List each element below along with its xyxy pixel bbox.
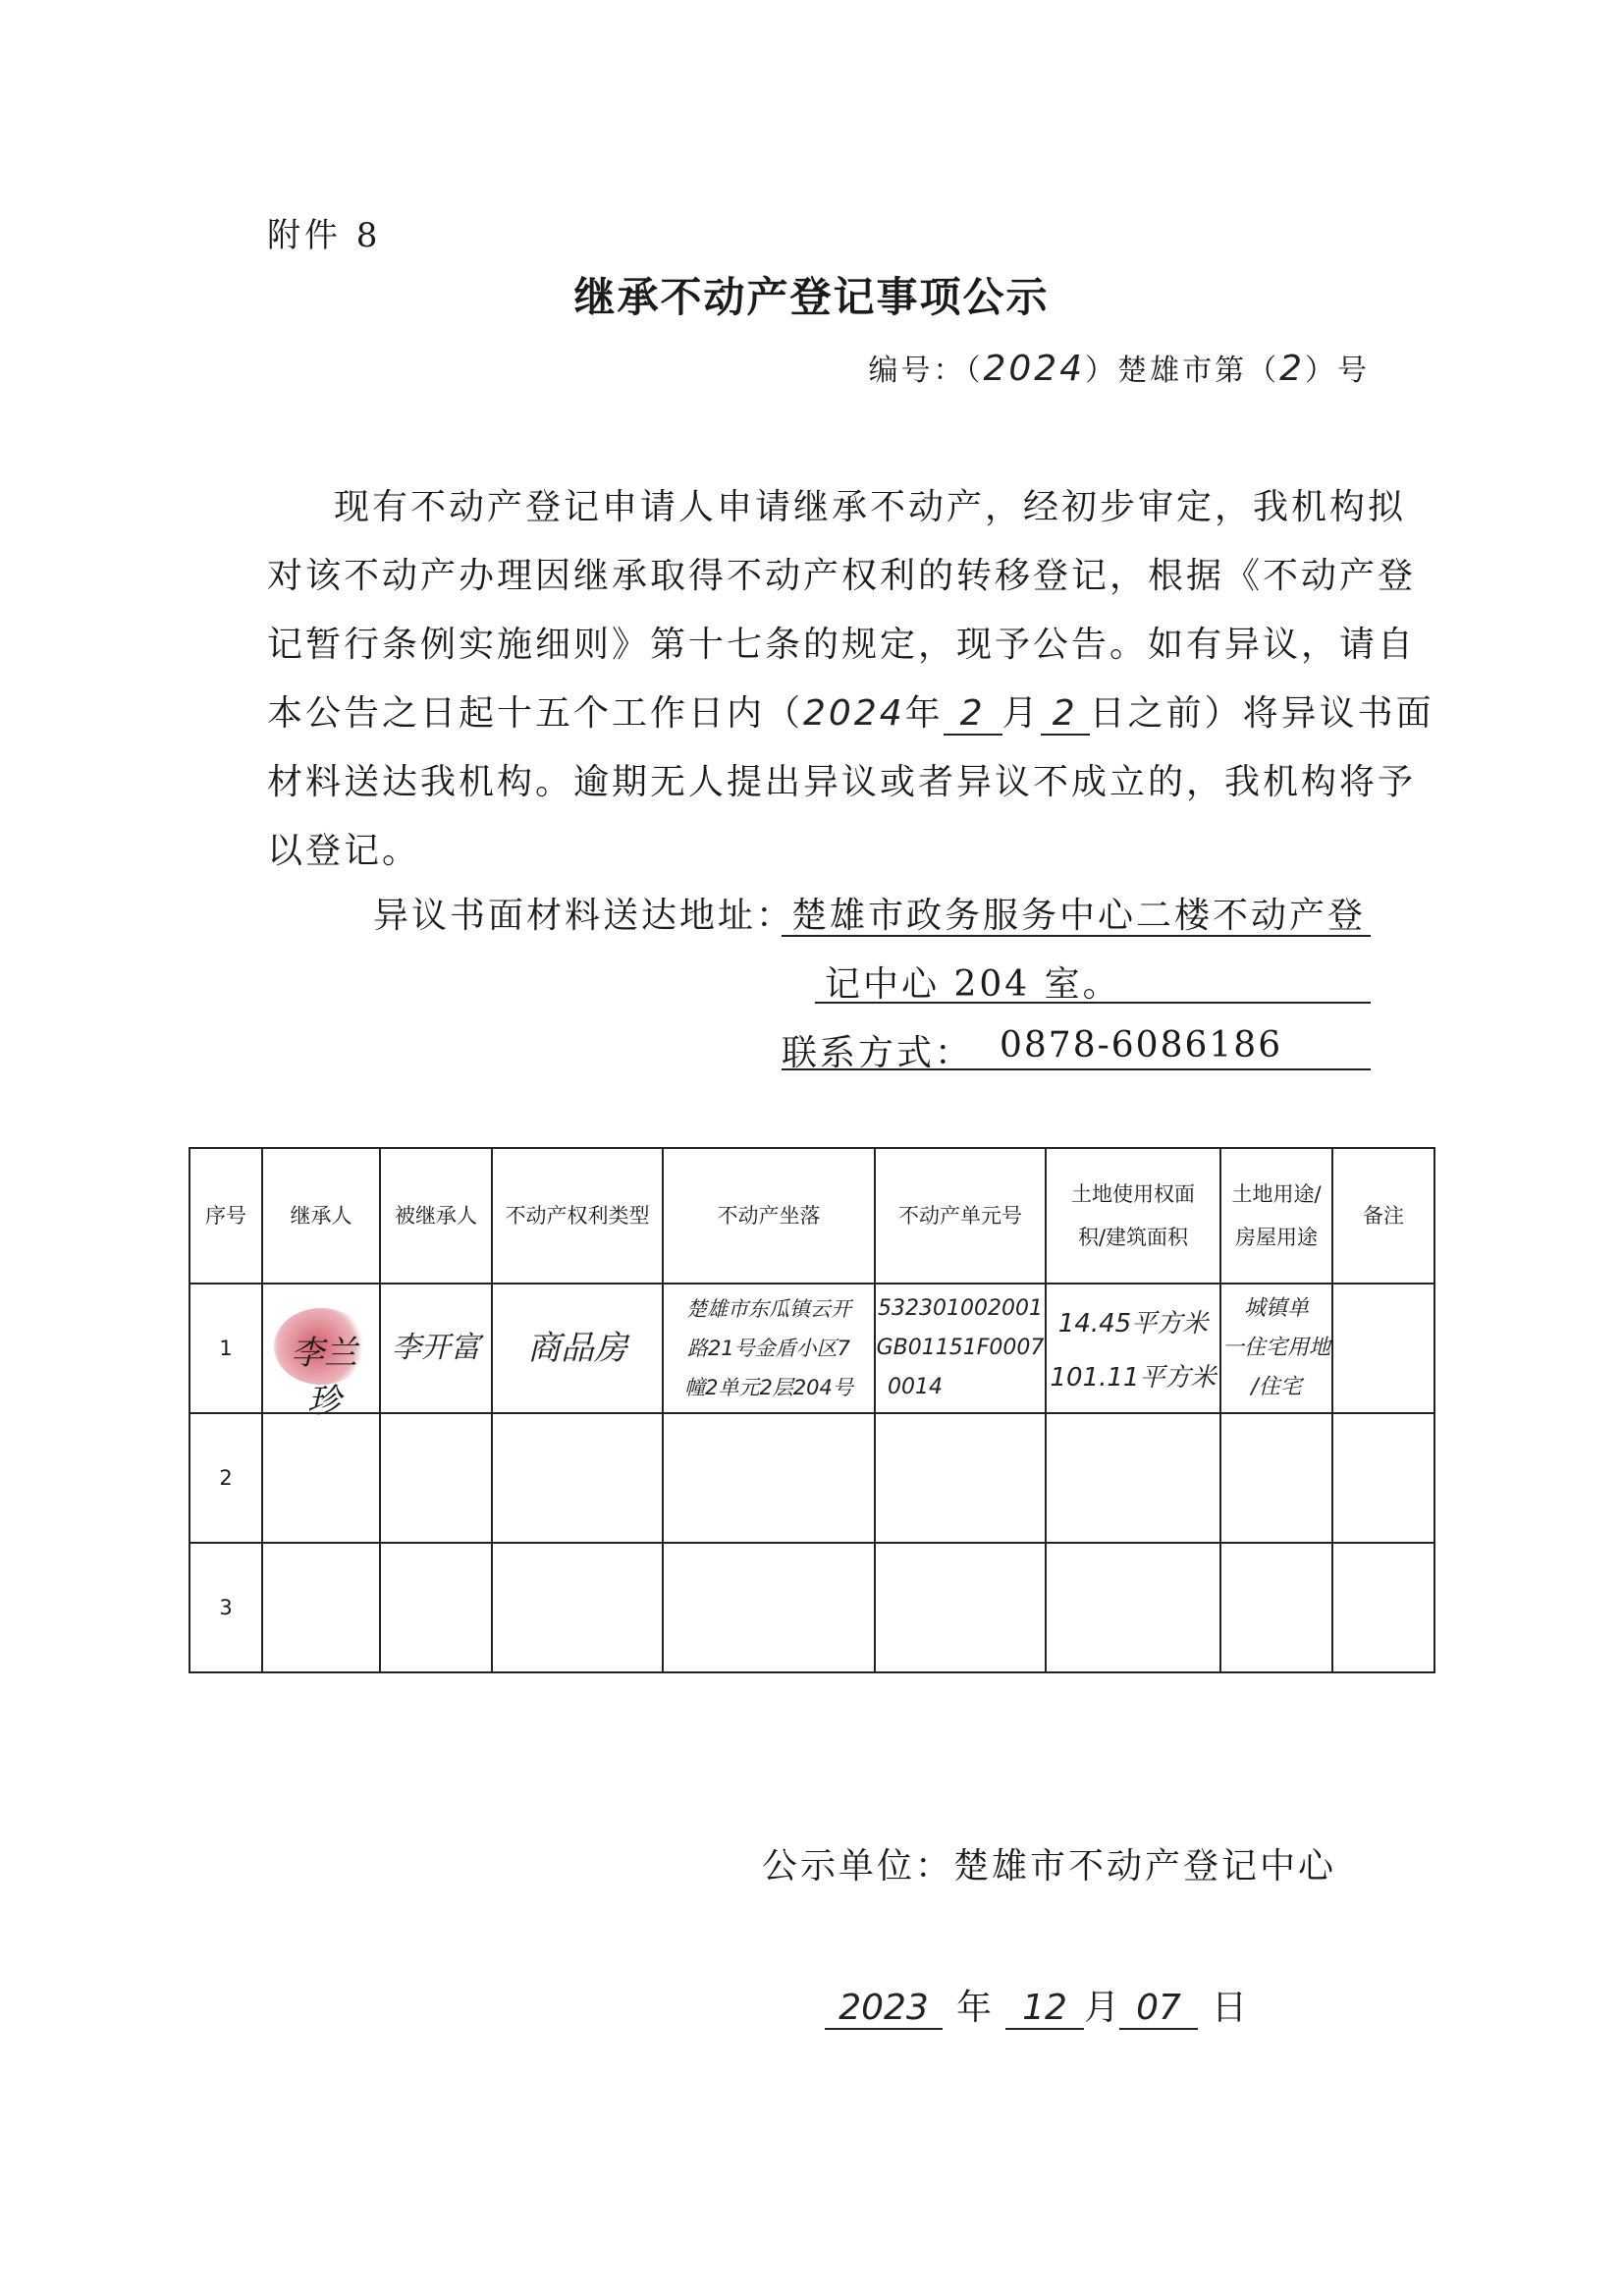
row-1-unit-line-3: 0014	[888, 1375, 943, 1399]
row-1-area-building: 101.11平方米	[1050, 1363, 1217, 1393]
row-1-seq: 1	[189, 1284, 262, 1413]
row-2-use	[1220, 1413, 1332, 1543]
header-heir: 继承人	[262, 1148, 380, 1284]
body-line-4	[267, 685, 1434, 736]
address-underline-2	[815, 1002, 1371, 1004]
header-location: 不动产坐落	[663, 1148, 875, 1284]
date-month-unit: 月	[1084, 1988, 1120, 2028]
address-line-1: 楚雄市政务服务中心二楼不动产登	[791, 896, 1367, 936]
header-remark: 备注	[1332, 1148, 1434, 1284]
date-month: 12	[1005, 1988, 1084, 2030]
header-decedent: 被继承人	[380, 1148, 492, 1284]
body-line-2: 对该不动产办理因继承取得不动产权利的转移登记，根据《不动产登	[267, 556, 1417, 596]
row-3-area	[1046, 1543, 1220, 1672]
row-3-heir	[262, 1543, 380, 1672]
row-2-remark	[1332, 1413, 1434, 1543]
row-3-remark	[1332, 1543, 1434, 1672]
table-header-row	[189, 1148, 1434, 1284]
doc-no-year: 2024	[983, 349, 1086, 389]
table-row	[189, 1543, 1434, 1672]
row-3-decedent	[380, 1543, 492, 1672]
table-row	[189, 1284, 1434, 1413]
doc-no-number: 2	[1279, 349, 1305, 389]
row-1-location-line-2: 路21号金盾小区7	[686, 1337, 851, 1360]
header-unit-no: 不动产单元号	[875, 1148, 1046, 1284]
address-underline-1	[782, 935, 1371, 937]
row-1-area	[1046, 1284, 1220, 1413]
deadline-year-unit: 年	[904, 693, 944, 734]
date-year: 2023	[825, 1988, 943, 2030]
row-1-use-line-3: /住宅	[1251, 1375, 1302, 1399]
attachment-label: 附件 8	[267, 216, 382, 255]
row-1-use	[1220, 1284, 1332, 1413]
row-1-use-line-1: 城镇单	[1243, 1296, 1309, 1321]
table-row	[189, 1413, 1434, 1543]
document-title: 继承不动产登记事项公示	[573, 273, 1050, 321]
row-2-right-type	[492, 1413, 663, 1543]
row-2-area	[1046, 1413, 1220, 1543]
contact-label: 联系方式：	[782, 1033, 974, 1073]
row-1-use-line-2: 一住宅用地	[1221, 1336, 1330, 1360]
row-1-unit-no	[875, 1284, 1046, 1413]
deadline-month: 2	[944, 693, 1002, 736]
body-line-3: 记暂行条例实施细则》第十七条的规定，现予公告。如有异议，请自	[267, 625, 1417, 665]
date-day: 07	[1119, 1988, 1198, 2030]
body-line-4-suffix: 日之前）将异议书面	[1089, 693, 1434, 734]
row-1-location-line-3: 幢2单元2层204号	[684, 1376, 853, 1399]
contact-phone: 0878-6086186	[1000, 1025, 1283, 1066]
issue-date	[825, 1980, 1247, 2030]
row-1-heir-signature: 李兰珍	[291, 1333, 357, 1421]
row-3-right-type	[492, 1543, 663, 1672]
header-area-line-2: 积/建筑面积	[1077, 1226, 1189, 1249]
row-3-unit-no	[875, 1543, 1046, 1672]
header-area-line-1: 土地使用权面	[1071, 1182, 1195, 1206]
doc-no-suffix: ）号	[1305, 354, 1370, 388]
deadline-month-unit: 月	[1001, 693, 1041, 734]
header-area	[1046, 1148, 1220, 1284]
header-use	[1220, 1148, 1332, 1284]
doc-no-prefix: 编号：	[868, 354, 966, 388]
row-1-right-type: 商品房	[492, 1284, 663, 1413]
row-2-heir	[262, 1413, 380, 1543]
row-1-location	[663, 1284, 875, 1413]
row-3-use	[1220, 1543, 1332, 1672]
row-3-seq: 3	[189, 1543, 262, 1672]
row-1-unit-line-1: 532301002001	[878, 1296, 1043, 1321]
header-use-line-1: 土地用途/	[1231, 1182, 1322, 1206]
fingerprint-seal	[274, 1308, 368, 1421]
date-year-unit: 年	[956, 1988, 993, 2028]
doc-no-open-paren: （	[965, 354, 984, 388]
deadline-day: 2	[1041, 693, 1090, 736]
issuer-line: 公示单位：楚雄市不动产登记中心	[762, 1846, 1337, 1886]
row-3-location	[663, 1543, 875, 1672]
deadline-year: 2024	[803, 693, 905, 734]
row-1-location-line-1: 楚雄市东瓜镇云开	[686, 1297, 851, 1321]
body-line-5: 材料送达我机构。逾期无人提出异议或者异议不成立的，我机构将予	[267, 762, 1417, 802]
row-1-remark	[1332, 1284, 1434, 1413]
date-day-unit: 日	[1212, 1988, 1248, 2028]
row-2-seq: 2	[189, 1413, 262, 1543]
header-seq: 序号	[189, 1148, 262, 1284]
row-2-unit-no	[875, 1413, 1046, 1543]
contact-underline	[782, 1068, 1371, 1070]
row-1-area-land: 14.45平方米	[1057, 1309, 1209, 1339]
header-use-line-2: 房屋用途	[1235, 1226, 1318, 1249]
registration-table	[189, 1147, 1435, 1673]
row-2-location	[663, 1413, 875, 1543]
row-2-decedent	[380, 1413, 492, 1543]
body-line-6: 以登记。	[267, 831, 421, 871]
body-line-1: 现有不动产登记申请人申请继承不动产，经初步审定，我机构拟	[334, 487, 1407, 527]
row-1-heir	[262, 1284, 380, 1421]
document-number	[868, 346, 1370, 389]
body-line-4-prefix: 本公告之日起十五个工作日内（	[267, 693, 804, 734]
row-1-unit-line-2: GB01151F0007	[876, 1336, 1045, 1360]
doc-no-middle: ）楚雄市第（	[1085, 354, 1280, 388]
header-right-type: 不动产权利类型	[492, 1148, 663, 1284]
address-line-2: 记中心 204 室。	[825, 964, 1121, 1005]
row-1-decedent: 李开富	[380, 1284, 492, 1413]
address-label: 异议书面材料送达地址：	[373, 896, 795, 936]
